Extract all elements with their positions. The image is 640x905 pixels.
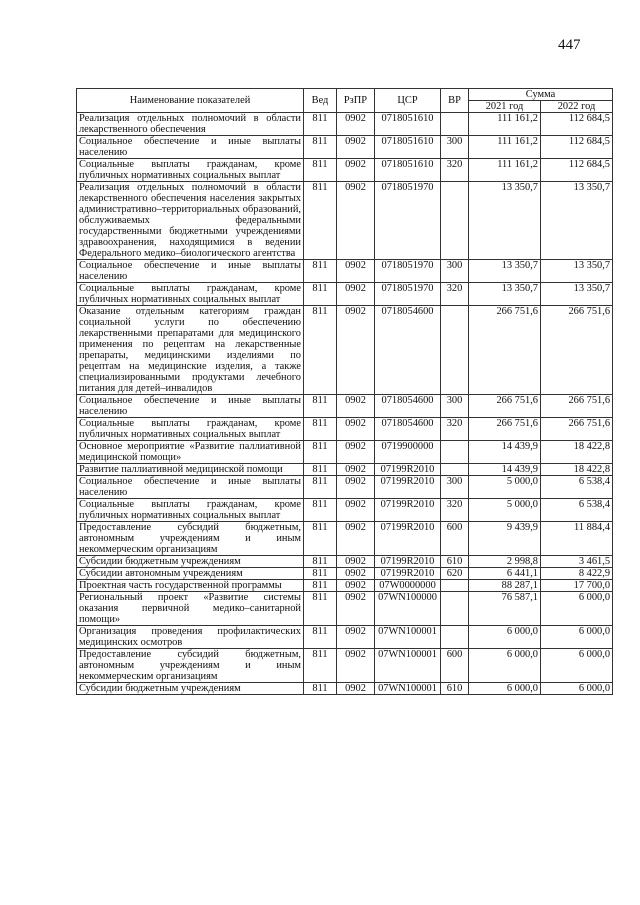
table-row bbox=[77, 626, 613, 649]
cell-name: Проектная часть государственной программы bbox=[77, 580, 304, 592]
cell-name: Оказание отдельным категориям граждан социальной услуги по обеспечению лекарственными препаратами для медицинского применения по рецептам на лекарственные препараты, медицинскими изделиями по рецептам на медицинские изделия, а также специализированными продуктами лечебного питания для детей–инвалидов bbox=[77, 306, 304, 395]
cell-2021: 266 751,6 bbox=[469, 306, 541, 395]
cell-vr: 600 bbox=[441, 649, 469, 683]
cell-ved: 811 bbox=[304, 499, 337, 522]
cell-ved: 811 bbox=[304, 592, 337, 626]
table-row bbox=[77, 306, 613, 395]
cell-name: Социальное обеспечение и иные выплаты населению bbox=[77, 395, 304, 418]
table-row bbox=[77, 260, 613, 283]
cell-vr: 320 bbox=[441, 283, 469, 306]
cell-name: Реализация отдельных полномочий в области лекарственного обеспечения населения закрытых административно–территориальных образований, обслуживаемых федеральными государственными бюджетными учреждениями здравоохранения, находящимися в ведении Федерального медико–биологического агентства bbox=[77, 182, 304, 260]
cell-2021: 14 439,9 bbox=[469, 441, 541, 464]
cell-2022: 6 000,0 bbox=[541, 683, 613, 695]
table-row bbox=[77, 568, 613, 580]
cell-csr: 0718051970 bbox=[375, 283, 441, 306]
cell-rzpr: 0902 bbox=[337, 395, 375, 418]
cell-2021: 5 000,0 bbox=[469, 499, 541, 522]
cell-vr: 320 bbox=[441, 159, 469, 182]
cell-2022: 112 684,5 bbox=[541, 136, 613, 159]
cell-vr bbox=[441, 592, 469, 626]
cell-vr bbox=[441, 441, 469, 464]
cell-vr: 300 bbox=[441, 260, 469, 283]
cell-rzpr: 0902 bbox=[337, 418, 375, 441]
cell-2021: 6 000,0 bbox=[469, 683, 541, 695]
cell-2022: 266 751,6 bbox=[541, 418, 613, 441]
header-rzpr: РзПР bbox=[337, 89, 375, 113]
cell-ved: 811 bbox=[304, 580, 337, 592]
table-row bbox=[77, 283, 613, 306]
cell-csr: 0718054600 bbox=[375, 306, 441, 395]
cell-2022: 17 700,0 bbox=[541, 580, 613, 592]
cell-rzpr: 0902 bbox=[337, 568, 375, 580]
cell-ved: 811 bbox=[304, 418, 337, 441]
cell-name: Региональный проект «Развитие системы оказания первичной медико–санитарной помощи» bbox=[77, 592, 304, 626]
cell-name: Субсидии автономным учреждениям bbox=[77, 568, 304, 580]
cell-2022: 6 000,0 bbox=[541, 592, 613, 626]
cell-csr: 07199R2010 bbox=[375, 499, 441, 522]
cell-ved: 811 bbox=[304, 283, 337, 306]
cell-2021: 14 439,9 bbox=[469, 464, 541, 476]
cell-csr: 07199R2010 bbox=[375, 556, 441, 568]
cell-2021: 5 000,0 bbox=[469, 476, 541, 499]
cell-csr: 07199R2010 bbox=[375, 522, 441, 556]
cell-ved: 811 bbox=[304, 159, 337, 182]
table-row bbox=[77, 395, 613, 418]
header-ved: Вед bbox=[304, 89, 337, 113]
cell-rzpr: 0902 bbox=[337, 476, 375, 499]
cell-name: Предоставление субсидий бюджетным, автономным учреждениям и иным некоммерческим организациям bbox=[77, 522, 304, 556]
cell-vr: 610 bbox=[441, 683, 469, 695]
cell-ved: 811 bbox=[304, 113, 337, 136]
cell-2021: 13 350,7 bbox=[469, 283, 541, 306]
header-year-2021: 2021 год bbox=[469, 101, 541, 113]
cell-ved: 811 bbox=[304, 260, 337, 283]
table-row bbox=[77, 556, 613, 568]
table-body bbox=[77, 113, 613, 695]
cell-2022: 13 350,7 bbox=[541, 182, 613, 260]
header-sum: Сумма bbox=[469, 89, 613, 101]
cell-csr: 07WN100000 bbox=[375, 592, 441, 626]
cell-ved: 811 bbox=[304, 395, 337, 418]
table-row bbox=[77, 159, 613, 182]
cell-2021: 13 350,7 bbox=[469, 182, 541, 260]
table-row bbox=[77, 136, 613, 159]
table-row bbox=[77, 649, 613, 683]
cell-2021: 76 587,1 bbox=[469, 592, 541, 626]
cell-2021: 111 161,2 bbox=[469, 159, 541, 182]
cell-name: Социальное обеспечение и иные выплаты населению bbox=[77, 260, 304, 283]
cell-ved: 811 bbox=[304, 441, 337, 464]
cell-2022: 18 422,8 bbox=[541, 464, 613, 476]
cell-2022: 13 350,7 bbox=[541, 260, 613, 283]
cell-2021: 6 000,0 bbox=[469, 649, 541, 683]
table-row bbox=[77, 113, 613, 136]
cell-2022: 11 884,4 bbox=[541, 522, 613, 556]
cell-ved: 811 bbox=[304, 568, 337, 580]
cell-name: Социальные выплаты гражданам, кроме публичных нормативных социальных выплат bbox=[77, 283, 304, 306]
table-row bbox=[77, 418, 613, 441]
cell-2021: 88 287,1 bbox=[469, 580, 541, 592]
cell-ved: 811 bbox=[304, 136, 337, 159]
cell-rzpr: 0902 bbox=[337, 626, 375, 649]
cell-vr: 300 bbox=[441, 136, 469, 159]
cell-name: Предоставление субсидий бюджетным, автономным учреждениям и иным некоммерческим организациям bbox=[77, 649, 304, 683]
cell-ved: 811 bbox=[304, 306, 337, 395]
cell-csr: 0719900000 bbox=[375, 441, 441, 464]
cell-rzpr: 0902 bbox=[337, 556, 375, 568]
cell-vr bbox=[441, 464, 469, 476]
cell-name: Субсидии бюджетным учреждениям bbox=[77, 683, 304, 695]
table-row bbox=[77, 522, 613, 556]
cell-vr: 320 bbox=[441, 499, 469, 522]
cell-ved: 811 bbox=[304, 522, 337, 556]
cell-rzpr: 0902 bbox=[337, 592, 375, 626]
cell-2022: 266 751,6 bbox=[541, 306, 613, 395]
cell-csr: 0718051970 bbox=[375, 260, 441, 283]
cell-ved: 811 bbox=[304, 683, 337, 695]
table-row bbox=[77, 476, 613, 499]
table-row bbox=[77, 464, 613, 476]
cell-rzpr: 0902 bbox=[337, 649, 375, 683]
cell-rzpr: 0902 bbox=[337, 260, 375, 283]
table-header bbox=[77, 89, 613, 113]
cell-2022: 6 538,4 bbox=[541, 499, 613, 522]
cell-2022: 6 000,0 bbox=[541, 649, 613, 683]
cell-rzpr: 0902 bbox=[337, 182, 375, 260]
table-row bbox=[77, 580, 613, 592]
budget-table bbox=[76, 88, 613, 695]
cell-rzpr: 0902 bbox=[337, 441, 375, 464]
cell-csr: 0718054600 bbox=[375, 418, 441, 441]
cell-csr: 07199R2010 bbox=[375, 476, 441, 499]
cell-ved: 811 bbox=[304, 626, 337, 649]
cell-2022: 6 000,0 bbox=[541, 626, 613, 649]
cell-2021: 6 441,1 bbox=[469, 568, 541, 580]
cell-name: Социальные выплаты гражданам, кроме публичных нормативных социальных выплат bbox=[77, 159, 304, 182]
cell-rzpr: 0902 bbox=[337, 464, 375, 476]
header-name: Наименование показателей bbox=[77, 89, 304, 113]
cell-2021: 6 000,0 bbox=[469, 626, 541, 649]
cell-2022: 266 751,6 bbox=[541, 395, 613, 418]
cell-name: Субсидии бюджетным учреждениям bbox=[77, 556, 304, 568]
table-row bbox=[77, 441, 613, 464]
cell-name: Основное мероприятие «Развитие паллиативной медицинской помощи» bbox=[77, 441, 304, 464]
cell-csr: 07WN100001 bbox=[375, 683, 441, 695]
cell-rzpr: 0902 bbox=[337, 306, 375, 395]
cell-csr: 0718051610 bbox=[375, 113, 441, 136]
cell-2022: 8 422,9 bbox=[541, 568, 613, 580]
cell-csr: 07199R2010 bbox=[375, 568, 441, 580]
cell-vr bbox=[441, 306, 469, 395]
cell-rzpr: 0902 bbox=[337, 580, 375, 592]
cell-name: Социальные выплаты гражданам, кроме публичных нормативных социальных выплат bbox=[77, 418, 304, 441]
cell-ved: 811 bbox=[304, 464, 337, 476]
header-vr: ВР bbox=[441, 89, 469, 113]
cell-vr: 620 bbox=[441, 568, 469, 580]
cell-vr: 320 bbox=[441, 418, 469, 441]
cell-2022: 13 350,7 bbox=[541, 283, 613, 306]
cell-csr: 0718051970 bbox=[375, 182, 441, 260]
cell-2022: 112 684,5 bbox=[541, 159, 613, 182]
cell-vr bbox=[441, 626, 469, 649]
page-number: 447 bbox=[558, 37, 581, 53]
cell-rzpr: 0902 bbox=[337, 283, 375, 306]
cell-rzpr: 0902 bbox=[337, 159, 375, 182]
cell-csr: 0718051610 bbox=[375, 136, 441, 159]
cell-name: Социальное обеспечение и иные выплаты населению bbox=[77, 476, 304, 499]
cell-vr: 610 bbox=[441, 556, 469, 568]
cell-2021: 13 350,7 bbox=[469, 260, 541, 283]
cell-vr: 300 bbox=[441, 476, 469, 499]
table-row bbox=[77, 182, 613, 260]
cell-name: Организация проведения профилактических медицинских осмотров bbox=[77, 626, 304, 649]
header-year-2022: 2022 год bbox=[541, 101, 613, 113]
cell-name: Социальное обеспечение и иные выплаты населению bbox=[77, 136, 304, 159]
cell-name: Социальные выплаты гражданам, кроме публичных нормативных социальных выплат bbox=[77, 499, 304, 522]
cell-2021: 2 998,8 bbox=[469, 556, 541, 568]
cell-2022: 3 461,5 bbox=[541, 556, 613, 568]
cell-rzpr: 0902 bbox=[337, 499, 375, 522]
cell-vr: 300 bbox=[441, 395, 469, 418]
cell-vr: 600 bbox=[441, 522, 469, 556]
cell-rzpr: 0902 bbox=[337, 113, 375, 136]
cell-csr: 07WN100001 bbox=[375, 649, 441, 683]
cell-vr bbox=[441, 113, 469, 136]
table-row bbox=[77, 592, 613, 626]
cell-ved: 811 bbox=[304, 649, 337, 683]
cell-csr: 0718051610 bbox=[375, 159, 441, 182]
cell-vr bbox=[441, 580, 469, 592]
table-row bbox=[77, 499, 613, 522]
cell-rzpr: 0902 bbox=[337, 522, 375, 556]
cell-2021: 266 751,6 bbox=[469, 418, 541, 441]
cell-vr bbox=[441, 182, 469, 260]
header-csr: ЦСР bbox=[375, 89, 441, 113]
cell-csr: 0718054600 bbox=[375, 395, 441, 418]
cell-2021: 111 161,2 bbox=[469, 136, 541, 159]
cell-csr: 07199R2010 bbox=[375, 464, 441, 476]
cell-rzpr: 0902 bbox=[337, 683, 375, 695]
cell-2022: 6 538,4 bbox=[541, 476, 613, 499]
cell-ved: 811 bbox=[304, 476, 337, 499]
cell-rzpr: 0902 bbox=[337, 136, 375, 159]
cell-csr: 07WN100001 bbox=[375, 626, 441, 649]
cell-name: Реализация отдельных полномочий в области лекарственного обеспечения bbox=[77, 113, 304, 136]
table-row bbox=[77, 683, 613, 695]
cell-name: Развитие паллиативной медицинской помощи bbox=[77, 464, 304, 476]
cell-ved: 811 bbox=[304, 182, 337, 260]
cell-2021: 9 439,9 bbox=[469, 522, 541, 556]
cell-ved: 811 bbox=[304, 556, 337, 568]
cell-2021: 266 751,6 bbox=[469, 395, 541, 418]
cell-csr: 07W0000000 bbox=[375, 580, 441, 592]
cell-2022: 112 684,5 bbox=[541, 113, 613, 136]
cell-2021: 111 161,2 bbox=[469, 113, 541, 136]
cell-2022: 18 422,8 bbox=[541, 441, 613, 464]
